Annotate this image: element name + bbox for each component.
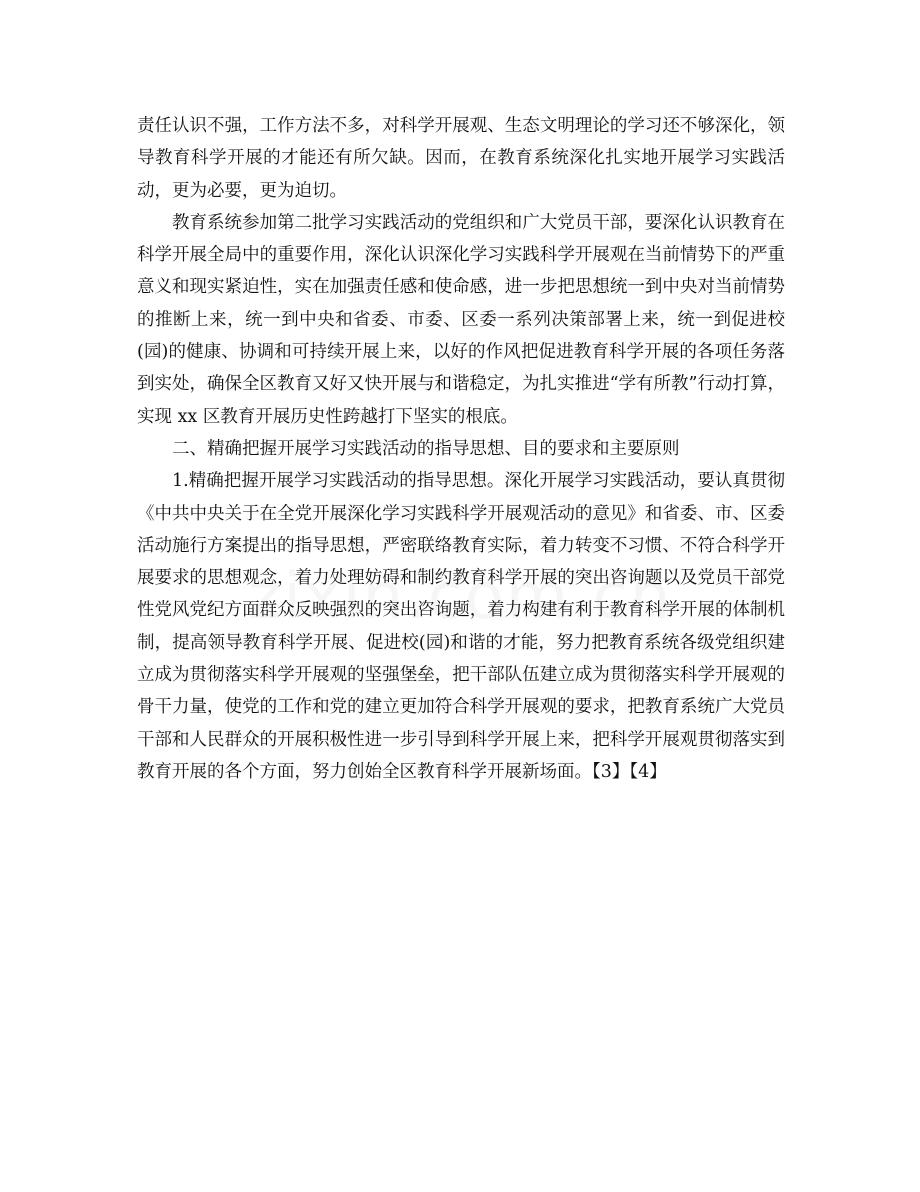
paragraph: 1.精确把握开展学习实践活动的指导思想。深化开展学习实践活动，要认真贯彻《中共中央关于在全党开展深化学习实践科学开展观活动的意见》和省委、市、区委活动施行方案提出的指导思想，严密联络教育实际，着力转变不习惯、不符合科学开展要求的思想观念，着力处理妨碍和制约教育科学开展的突出咨询题以及党员干部党性党风党纪方面群众反映强烈的突出咨询题，着力构建有利于教育科学开展的体制机制，提高领导教育科学开展、促进校(园)和谐的才能，努力把教育系统各级党组织建立成为贯彻落实科学开展观的坚强堡垒，把干部队伍建立成为贯彻落实科学开展观的骨干力量，使党的工作和党的建立更加符合科学开展观的要求，把教育系统广大党员干部和人民群众的开展积极性进一步引导到科学开展上来，把科学开展观贯彻落实到教育开展的各个方面，努力创始全区教育科学开展新场面。【3】【4】 xyxy=(137,471,785,782)
paragraph: 教育系统参加第二批学习实践活动的党组织和广大党员干部，要深化认识教育在科学开展全局中的重要作用，深化认识深化学习实践科学开展观在当前情势下的严重意义和现实紧迫性，实在加强责任感和使命感，进一步把思想统一到中央对当前情势的推断上来，统一到中央和省委、市委、区委一系列决策部署上来，统一到促进校(园)的健康、协调和可持续开展上来，以好的作风把促进教育科学开展的各项任务落到实处，确保全区教育又好又快开展与和谐稳定，为扎实推进“学有所教”行动打算，实现 xx 区教育开展历史性跨越打下坚实的根底。 xyxy=(137,212,785,427)
document-body xyxy=(137,110,785,788)
section-heading: 二、精确把握开展学习实践活动的指导思想、目的要求和主要原则 xyxy=(172,438,680,459)
paragraph: 责任认识不强，工作方法不多，对科学开展观、生态文明理论的学习还不够深化，领导教育科学开展的才能还有所欠缺。因而，在教育系统深化扎实地开展学习实践活动，更为必要，更为迫切。 xyxy=(137,116,785,201)
